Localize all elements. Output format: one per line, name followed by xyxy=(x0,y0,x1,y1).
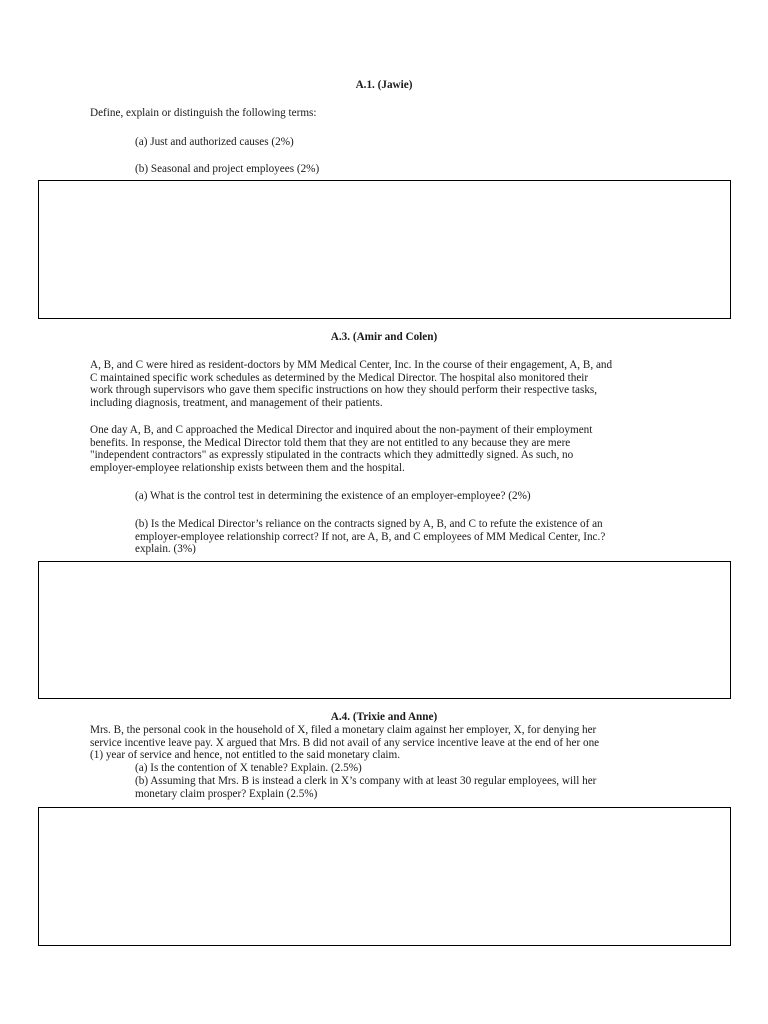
text-line: (1) year of service and hence, not entitled to the said monetary claim. xyxy=(90,749,401,762)
text-line: Mrs. B, the personal cook in the household of X, filed a monetary claim against her employer, X, for denying her xyxy=(90,724,597,736)
section-a1-item-a: (a) Just and authorized causes (2%) xyxy=(135,136,294,148)
section-a4-heading: A.4. (Trixie and Anne) xyxy=(330,711,438,723)
section-a3-question-a: (a) What is the control test in determining the existence of an employer-employee? (2%) xyxy=(135,490,531,502)
text-line: (b) Assuming that Mrs. B is instead a clerk in X’s company with at least 30 regular employees, will her xyxy=(135,775,597,787)
text-line: explain. (3%) xyxy=(135,543,196,556)
text-line: including diagnosis, treatment, and management of their patients. xyxy=(90,397,383,410)
section-a3-paragraph-2 xyxy=(90,424,690,475)
text-line: C maintained specific work schedules as determined by the Medical Director. The hospital also monitored their xyxy=(90,371,589,384)
section-a3-heading: A.3. (Amir and Colen) xyxy=(330,331,438,343)
text-line: monetary claim prosper? Explain (2.5%) xyxy=(135,787,318,800)
text-line: (b) Is the Medical Director’s reliance on the contracts signed by A, B, and C to refute the existence of an xyxy=(135,518,603,530)
section-a4-paragraph xyxy=(90,724,690,762)
section-a4-question-a: (a) Is the contention of X tenable? Explain. (2.5%) xyxy=(135,762,362,774)
text-line: employer-employee relationship correct? If not, are A, B, and C employees of MM Medical Center, Inc.? xyxy=(135,530,606,543)
text-line: "independent contractors" as expressly stipulated in the contracts which they admittedly signed. As such, no xyxy=(90,449,574,462)
section-a1-intro: Define, explain or distinguish the following terms: xyxy=(90,107,317,119)
section-a1-item-b: (b) Seasonal and project employees (2%) xyxy=(135,163,320,175)
text-line: One day A, B, and C approached the Medical Director and inquired about the non-payment of their employment xyxy=(90,424,593,436)
answer-box-a3[interactable] xyxy=(38,561,731,699)
text-line: work through supervisors who gave them specific instructions on how they should perform their respective tasks, xyxy=(90,384,598,397)
section-a4-question-b xyxy=(135,775,690,800)
section-a3-question-b xyxy=(135,518,690,556)
text-line: A, B, and C were hired as resident-doctors by MM Medical Center, Inc. In the course of their engagement, A, B, and xyxy=(90,359,613,371)
text-line: employer-employee relationship exists between them and the hospital. xyxy=(90,462,405,475)
section-a3-paragraph-1 xyxy=(90,359,690,410)
text-line: service incentive leave pay. X argued that Mrs. B did not avail of any service incentive leave at the end of her one xyxy=(90,736,600,749)
section-a1-heading: A.1. (Jawie) xyxy=(355,79,413,91)
answer-box-a4[interactable] xyxy=(38,807,731,946)
text-line: benefits. In response, the Medical Director told them that they are not entitled to any because they are mere xyxy=(90,436,571,449)
answer-box-a1[interactable] xyxy=(38,180,731,319)
